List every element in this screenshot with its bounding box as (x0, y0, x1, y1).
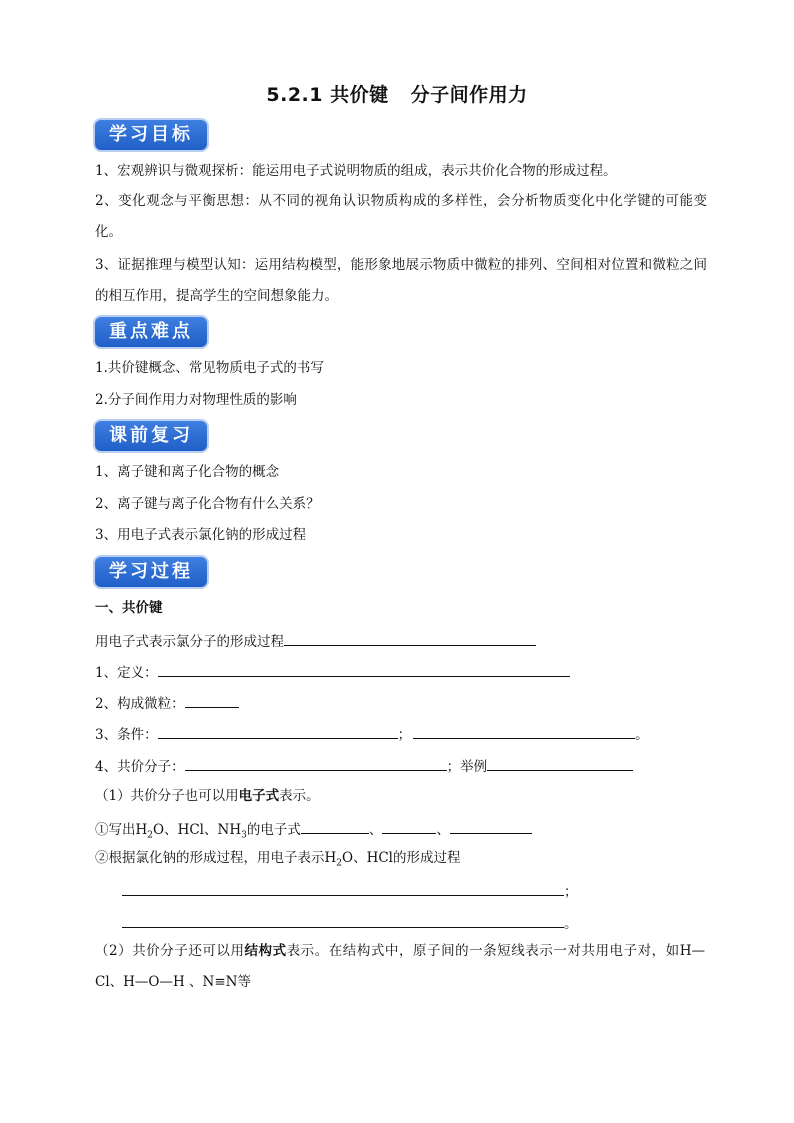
objectives-badge: 学习目标 (95, 120, 207, 150)
keypoint-item: 1.共价键概念、常见物质电子式的书写 (95, 360, 324, 376)
objective-item: 1、宏观辨识与微观探析：能运用电子式说明物质的组成，表示共价化合物的形成过程。 (95, 163, 617, 179)
review-item: 2、离子键与离子化合物有什么关系？ (95, 496, 320, 512)
answer-blank[interactable] (301, 818, 369, 834)
subsection-electron-formula: （1）共价分子也可以用电子式表示。 (95, 788, 320, 804)
answer-blank[interactable] (185, 755, 447, 771)
answer-blank[interactable] (122, 912, 564, 928)
answer-line: 。 (122, 912, 578, 934)
answer-blank[interactable] (158, 723, 398, 739)
process-badge: 学习过程 (95, 557, 207, 587)
question-covalent-molecules: 4、共价分子： ；举例 (95, 755, 633, 777)
review-item: 3、用电子式表示氯化钠的形成过程 (95, 527, 307, 543)
question-definition: 1、定义： (95, 661, 570, 683)
review-item: 1、离子键和离子化合物的概念 (95, 464, 280, 480)
answer-blank[interactable] (487, 755, 633, 771)
page-title: 5.2.1 共价键 分子间作用力 (266, 84, 528, 106)
section-heading: 一、共价键 (95, 600, 163, 616)
answer-blank[interactable] (122, 880, 564, 896)
answer-blank[interactable] (450, 818, 532, 834)
answer-blank[interactable] (382, 818, 436, 834)
question-chlorine: 用电子式表示氯分子的形成过程 (95, 630, 536, 652)
keypoint-item: 2.分子间作用力对物理性质的影响 (95, 392, 297, 408)
answer-blank[interactable] (185, 692, 239, 708)
objective-item: 2、变化观念与平衡思想：从不同的视角认识物质构成的多样性，会分析物质变化中化学键的可能变化。 (95, 193, 707, 240)
question-formation-process: ②根据氯化钠的形成过程，用电子表示$H_2O$、HCl的形成过程 (95, 850, 461, 869)
question-conditions: 3、条件： ； 。 (95, 723, 649, 745)
subsection-structural-formula: （2）共价分子还可以用结构式表示。在结构式中，原子间的一条短线表示一对共用电子对，如H—Cl、H—O—H 、N≡N等 (95, 943, 705, 990)
answer-line: ； (122, 880, 578, 902)
answer-blank[interactable] (413, 723, 635, 739)
keypoints-badge: 重点难点 (95, 317, 207, 347)
answer-blank[interactable] (158, 661, 570, 677)
question-particles: 2、构成微粒： (95, 692, 239, 714)
objective-item: 3、证据推理与模型认知：运用结构模型，能形象地展示物质中微粒的排列、空间相对位置和微粒之间的相互作用，提高学生的空间想象能力。 (95, 257, 707, 304)
question-write-formulas: ①写出$H_2O$、HCl、$NH_3$的电子式 、 、 (95, 818, 532, 846)
review-badge: 课前复习 (95, 421, 207, 451)
answer-blank[interactable] (284, 630, 536, 646)
